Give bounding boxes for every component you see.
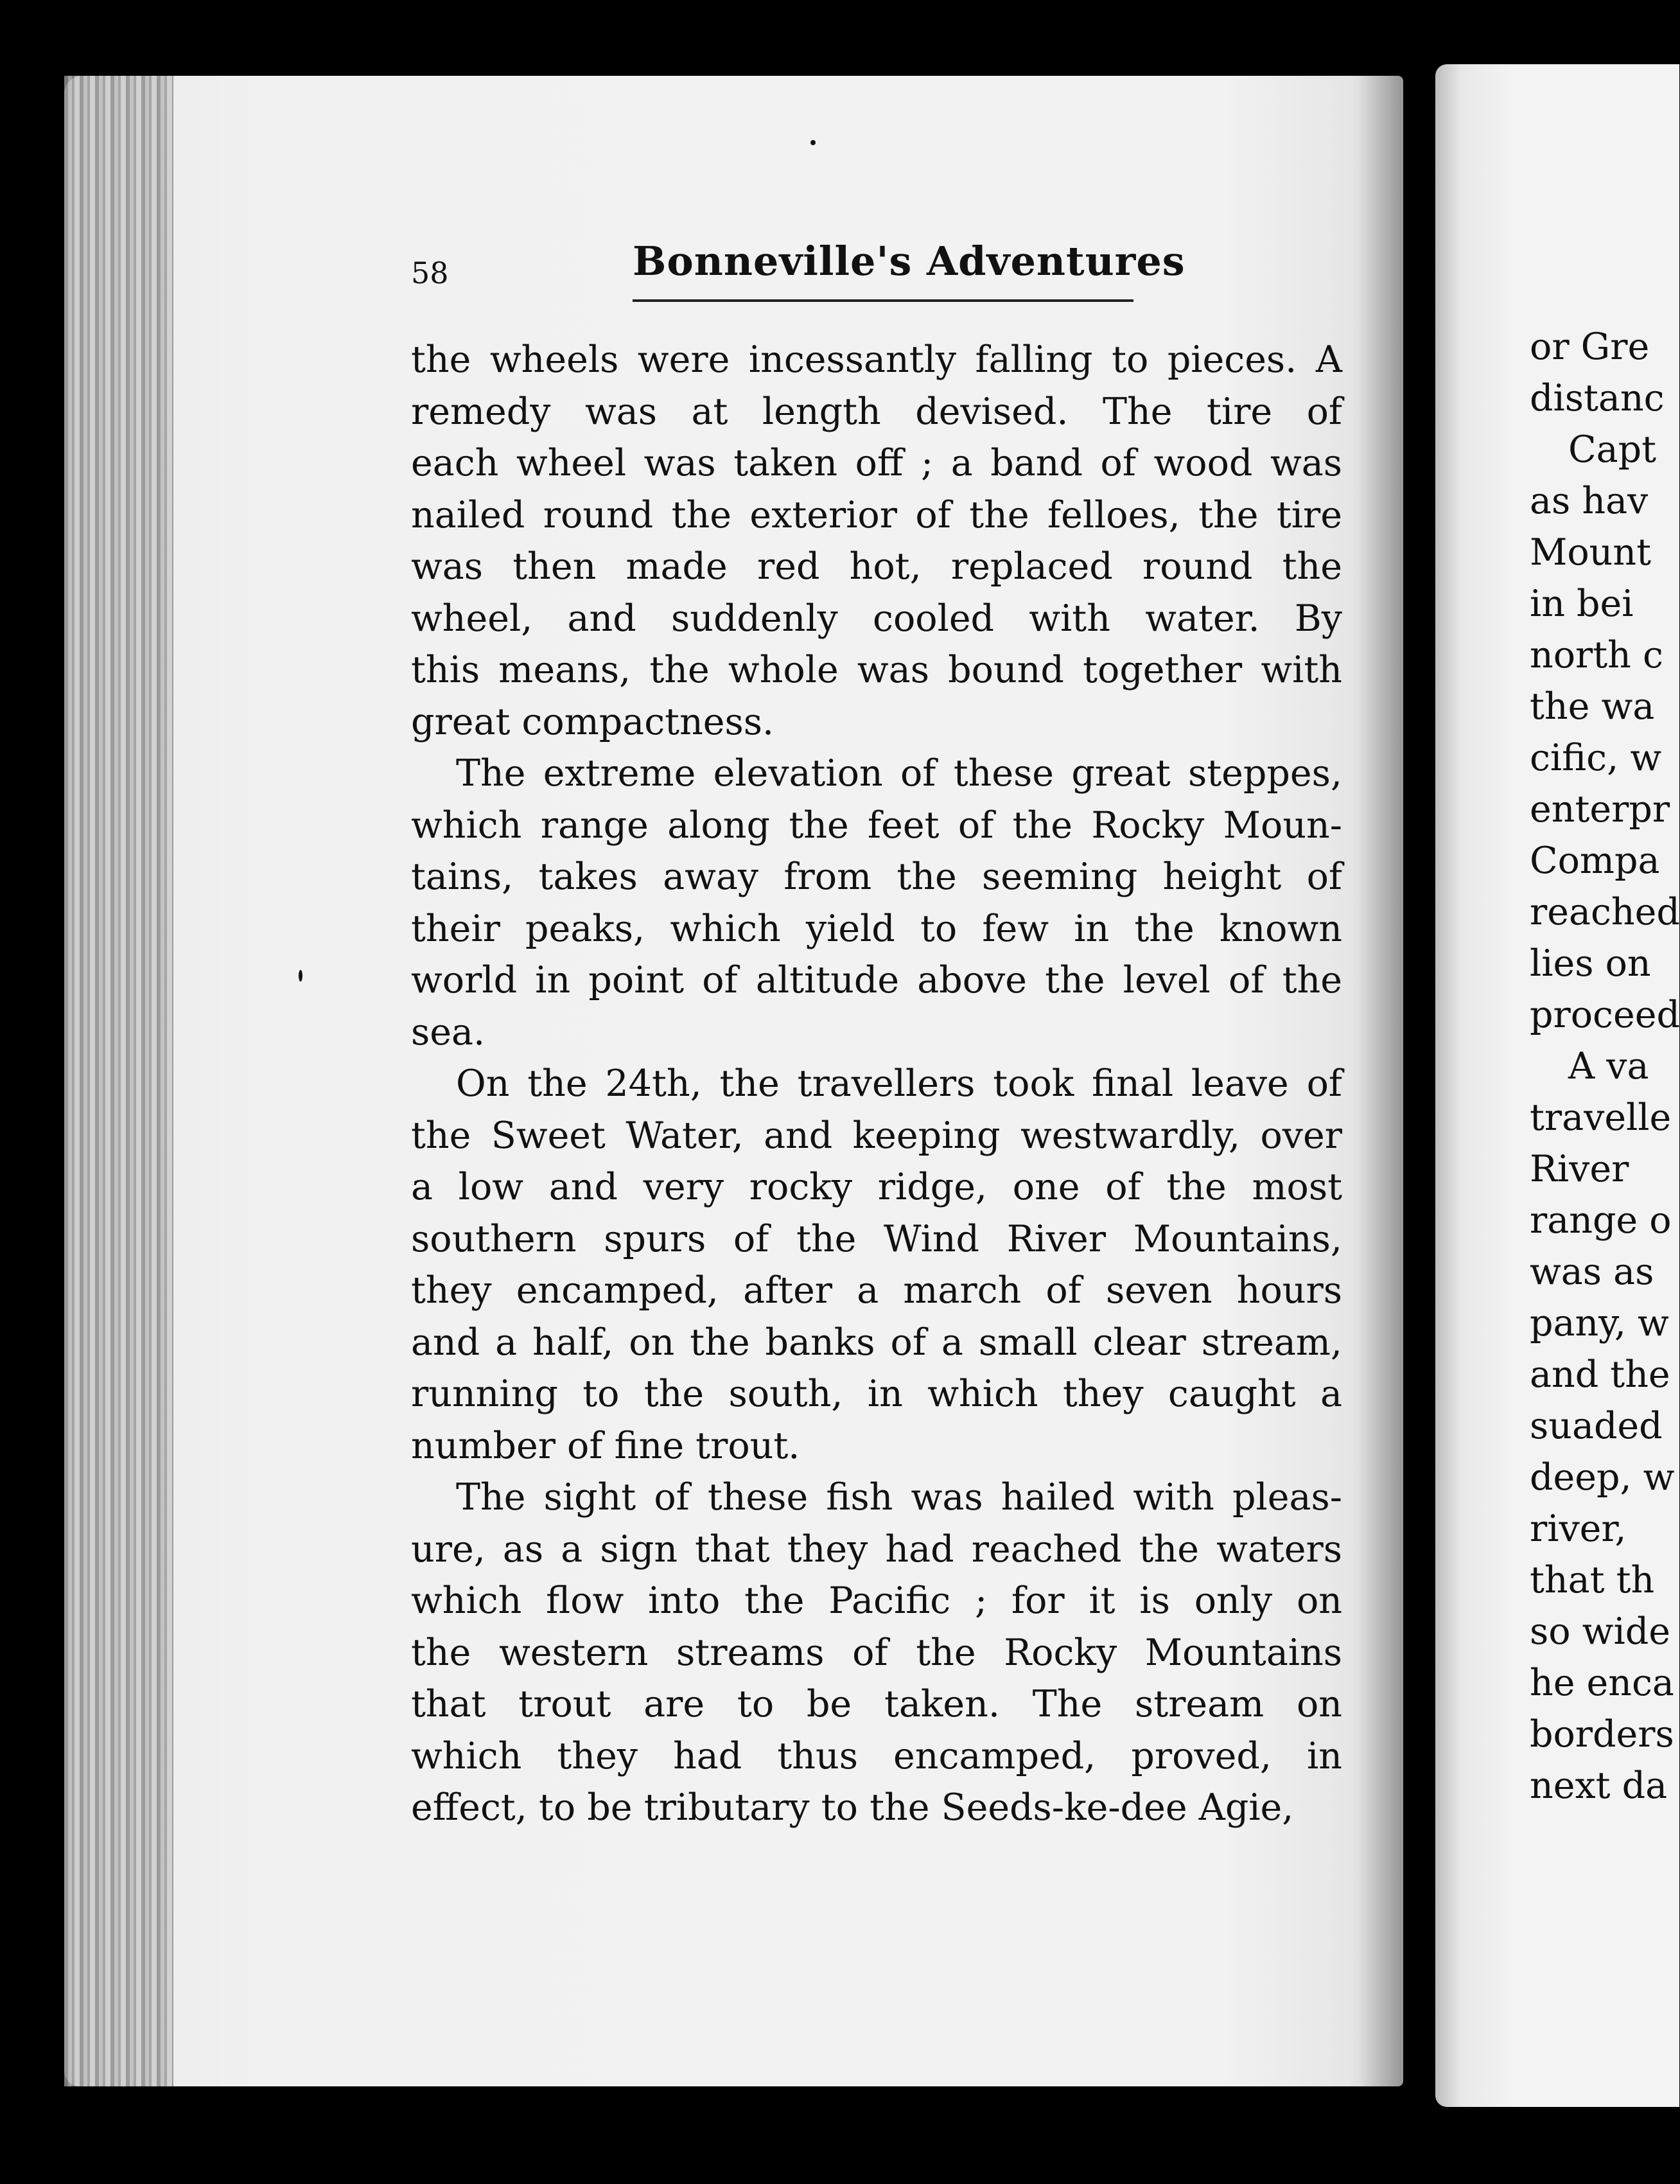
text-line: southern spurs of the Wind River Mountains, bbox=[411, 1217, 1342, 1260]
text-line: A va bbox=[1568, 1045, 1649, 1088]
text-line: river, bbox=[1530, 1508, 1627, 1550]
text-line: proceed bbox=[1530, 994, 1680, 1036]
text-line: and a half, on the banks of a small clear stream, bbox=[411, 1321, 1342, 1364]
text-line: The extreme elevation of these great steppes, bbox=[456, 752, 1342, 795]
text-line: that trout are to be taken. The stream on bbox=[411, 1683, 1342, 1725]
text-line: Capt bbox=[1568, 428, 1656, 471]
text-line: each wheel was taken off ; a band of wood was bbox=[411, 442, 1342, 484]
text-line: travelle bbox=[1530, 1096, 1672, 1139]
text-line: which flow into the Pacific ; for it is only on bbox=[411, 1580, 1342, 1622]
text-line: great compactness. bbox=[411, 700, 774, 743]
text-line: next da bbox=[1530, 1765, 1668, 1807]
text-line: north c bbox=[1530, 634, 1663, 676]
page-edges bbox=[64, 76, 173, 2086]
left-page-body bbox=[411, 334, 1342, 1834]
text-line: pany, w bbox=[1530, 1302, 1669, 1344]
text-line: which they had thus encamped, proved, in bbox=[411, 1734, 1342, 1777]
text-line: the wheels were incessantly falling to pieces. A bbox=[411, 339, 1342, 381]
text-line: reached bbox=[1530, 891, 1680, 933]
text-line: in bei bbox=[1530, 583, 1634, 625]
text-line: was as bbox=[1530, 1251, 1654, 1293]
text-line: remedy was at length devised. The tire of bbox=[411, 390, 1342, 433]
print-speck bbox=[299, 970, 302, 982]
text-line: distanc bbox=[1530, 377, 1665, 419]
text-line: suaded bbox=[1530, 1405, 1663, 1447]
text-line: range o bbox=[1530, 1199, 1672, 1242]
text-line: that th bbox=[1530, 1559, 1655, 1601]
text-line: they encamped, after a march of seven hours bbox=[411, 1269, 1342, 1312]
text-line: effect, to be tributary to the Seeds-ke-dee Agie, bbox=[411, 1786, 1294, 1829]
text-line: nailed round the exterior of the felloes, the tire bbox=[411, 493, 1342, 536]
text-line: or Gre bbox=[1530, 326, 1650, 368]
text-line: On the 24th, the travellers took final leave of bbox=[456, 1062, 1342, 1105]
page-number: 58 bbox=[411, 256, 449, 290]
print-speck bbox=[810, 140, 816, 145]
text-line: Mount bbox=[1530, 531, 1652, 574]
book-gutter bbox=[1403, 51, 1435, 2107]
text-line: was then made red hot, replaced round the bbox=[411, 545, 1342, 588]
text-line: River bbox=[1530, 1148, 1629, 1190]
text-line: so wide bbox=[1530, 1610, 1670, 1653]
text-line: running to the south, in which they caught a bbox=[411, 1373, 1342, 1415]
text-line: deep, w bbox=[1530, 1456, 1675, 1499]
text-line: Compa bbox=[1530, 840, 1660, 882]
text-line: the Sweet Water, and keeping westwardly, over bbox=[411, 1114, 1342, 1157]
text-line: their peaks, which yield to few in the known bbox=[411, 907, 1342, 950]
text-line: he enca bbox=[1530, 1662, 1674, 1704]
text-line: number of fine trout. bbox=[411, 1424, 800, 1467]
running-head: Bonneville's Adventures bbox=[633, 238, 1186, 285]
text-line: tains, takes away from the seeming height of bbox=[411, 856, 1342, 898]
text-line: as hav bbox=[1530, 480, 1649, 522]
right-page-body bbox=[1530, 321, 1680, 1811]
text-line: wheel, and suddenly cooled with water. By bbox=[411, 597, 1342, 640]
text-line: the western streams of the Rocky Mountains bbox=[411, 1631, 1342, 1674]
text-line: ure, as a sign that they had reached the waters bbox=[411, 1528, 1342, 1571]
text-line: this means, the whole was bound together with bbox=[411, 649, 1342, 691]
text-line: borders bbox=[1530, 1713, 1674, 1756]
header-rule bbox=[633, 299, 1133, 302]
text-line: enterpr bbox=[1530, 788, 1670, 831]
text-line: the wa bbox=[1530, 685, 1655, 728]
text-line: which range along the feet of the Rocky Moun- bbox=[411, 804, 1342, 847]
text-line: world in point of altitude above the level of the bbox=[411, 959, 1342, 1001]
text-line: sea. bbox=[411, 1010, 486, 1053]
spine-shadow bbox=[1358, 76, 1403, 2086]
text-line: lies on bbox=[1530, 942, 1651, 985]
text-line: and the bbox=[1530, 1353, 1670, 1396]
text-line: The sight of these fish was hailed with pleas- bbox=[456, 1476, 1342, 1519]
text-line: cific, w bbox=[1530, 737, 1662, 779]
text-line: a low and very rocky ridge, one of the most bbox=[411, 1166, 1342, 1208]
